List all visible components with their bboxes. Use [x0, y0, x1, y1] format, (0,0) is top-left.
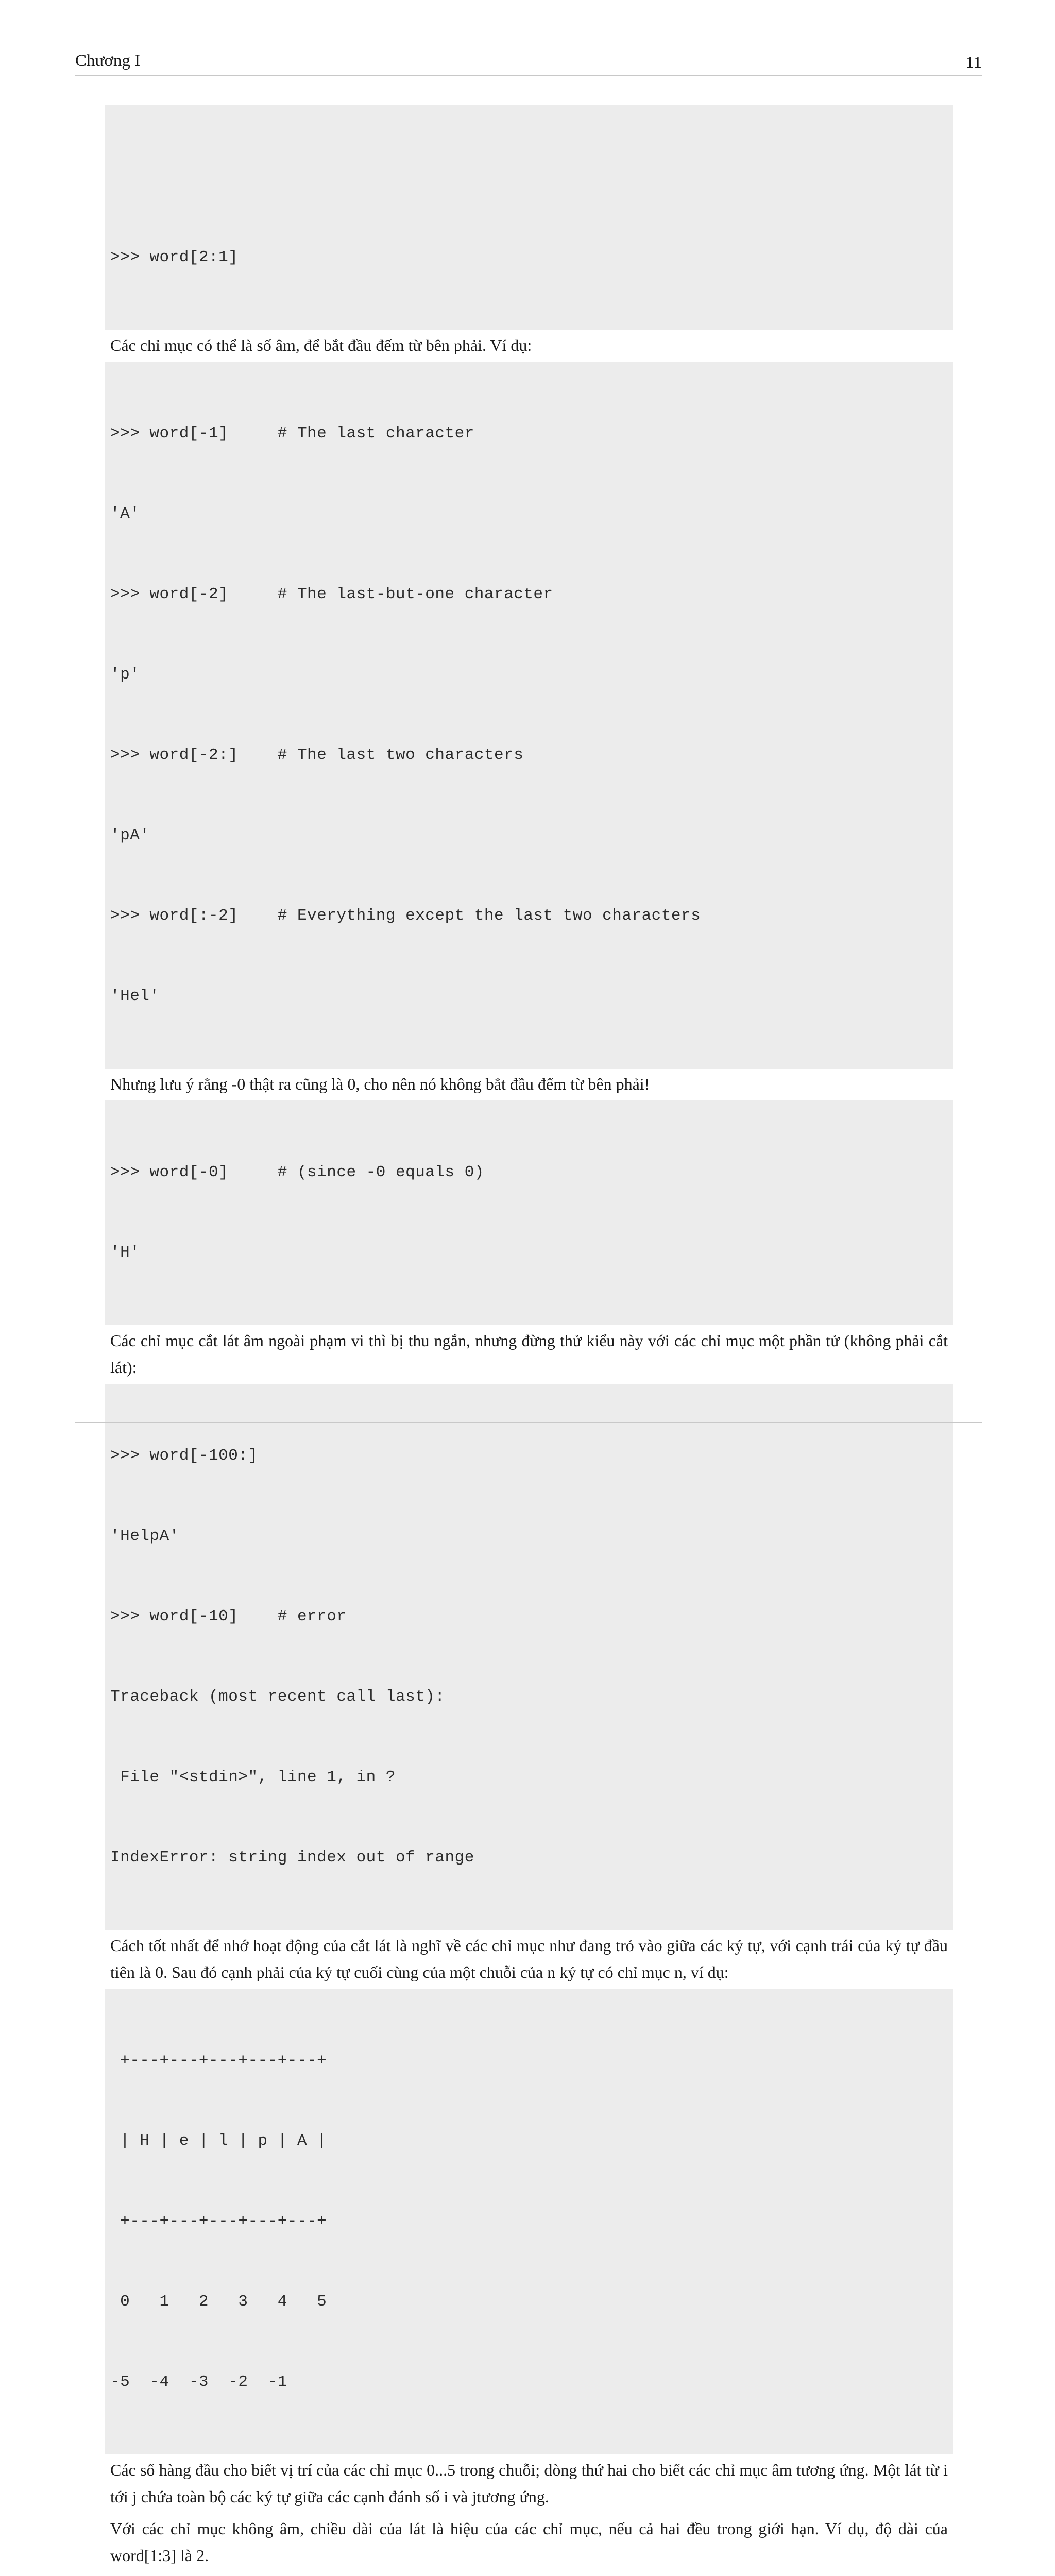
code-line: 'p': [110, 666, 140, 684]
code-line: Traceback (most recent call last):: [110, 1688, 445, 1706]
code-block: [105, 362, 953, 1069]
code-line: 'A': [110, 505, 140, 523]
code-line: >>> word[:-2] # Everything except the last two characters: [110, 907, 701, 925]
code-line: >>> word[-2] # The last-but-one character: [110, 585, 553, 603]
chapter-title: Chương I: [75, 52, 141, 70]
code-line: >>> word[-0] # (since -0 equals 0): [110, 1163, 484, 1181]
code-line: >>> word[2:1]: [110, 248, 239, 266]
code-block: [105, 1100, 953, 1325]
paragraph: Các số hàng đầu cho biết vị trí của các chỉ mục 0...5 trong chuỗi; dòng thứ hai cho biết các chỉ mục âm tương ứng. Một lát từ i tới j chứa toàn bộ các ký tự giữa các cạnh đánh số i và jtương ứng.: [110, 2461, 948, 2506]
code-line: >>> word[-1] # The last character: [110, 425, 474, 443]
code-line: 'HelpA': [110, 1527, 179, 1545]
code-line: 'pA': [110, 826, 150, 844]
paragraph: [105, 2572, 953, 2576]
code-line: +---+---+---+---+---+: [110, 2052, 327, 2070]
paragraph: Nhưng lưu ý rằng -0 thật ra cũng là 0, cho nên nó không bắt đầu đếm từ bên phải!: [110, 1075, 650, 1093]
code-line: -5 -4 -3 -2 -1: [110, 2373, 287, 2391]
page-header: [75, 49, 982, 76]
code-line: File "<stdin>", line 1, in ?: [110, 1768, 396, 1786]
code-block: [105, 105, 953, 330]
page-number: 11: [965, 54, 982, 72]
code-line: 0 1 2 3 4 5: [110, 2293, 327, 2311]
code-line: 'Hel': [110, 987, 160, 1005]
code-line: | H | e | l | p | A |: [110, 2132, 327, 2150]
code-line: >>> word[-100:]: [110, 1447, 258, 1465]
paragraph: Các chỉ mục cắt lát âm ngoài phạm vi thì bị thu ngắn, nhưng đừng thử kiểu này với các chỉ mục một phần tử (không phải cắt lát):: [110, 1331, 948, 1377]
code-line: [110, 164, 948, 191]
code-block: [105, 1989, 953, 2454]
footer-divider: [75, 1422, 982, 1423]
code-block: [105, 1384, 953, 1930]
code-line: +---+---+---+---+---+: [110, 2212, 327, 2230]
paragraph: Cách tốt nhất để nhớ hoạt động của cắt lát là nghĩ về các chỉ mục như đang trỏ vào giữa các ký tự, với cạnh trái của ký tự đầu tiên là 0. Sau đó cạnh phải của ký tự cuối cùng của một chuỗi của n ký tự có chỉ mục n, ví dụ:: [110, 1936, 948, 1981]
code-line: >>> word[-2:] # The last two characters: [110, 746, 524, 764]
code-line: >>> word[-10] # error: [110, 1607, 347, 1625]
paragraph: Với các chỉ mục không âm, chiều dài của lát là hiệu của các chỉ mục, nếu cả hai đều trong giới hạn. Ví dụ, độ dài của word[1:3] là 2.: [110, 2519, 948, 2565]
page-content: [105, 105, 953, 2576]
code-line: 'H': [110, 1244, 140, 1262]
paragraph: Các chỉ mục có thể là số âm, để bắt đầu đếm từ bên phải. Ví dụ:: [110, 336, 532, 354]
code-line: IndexError: string index out of range: [110, 1849, 474, 1867]
